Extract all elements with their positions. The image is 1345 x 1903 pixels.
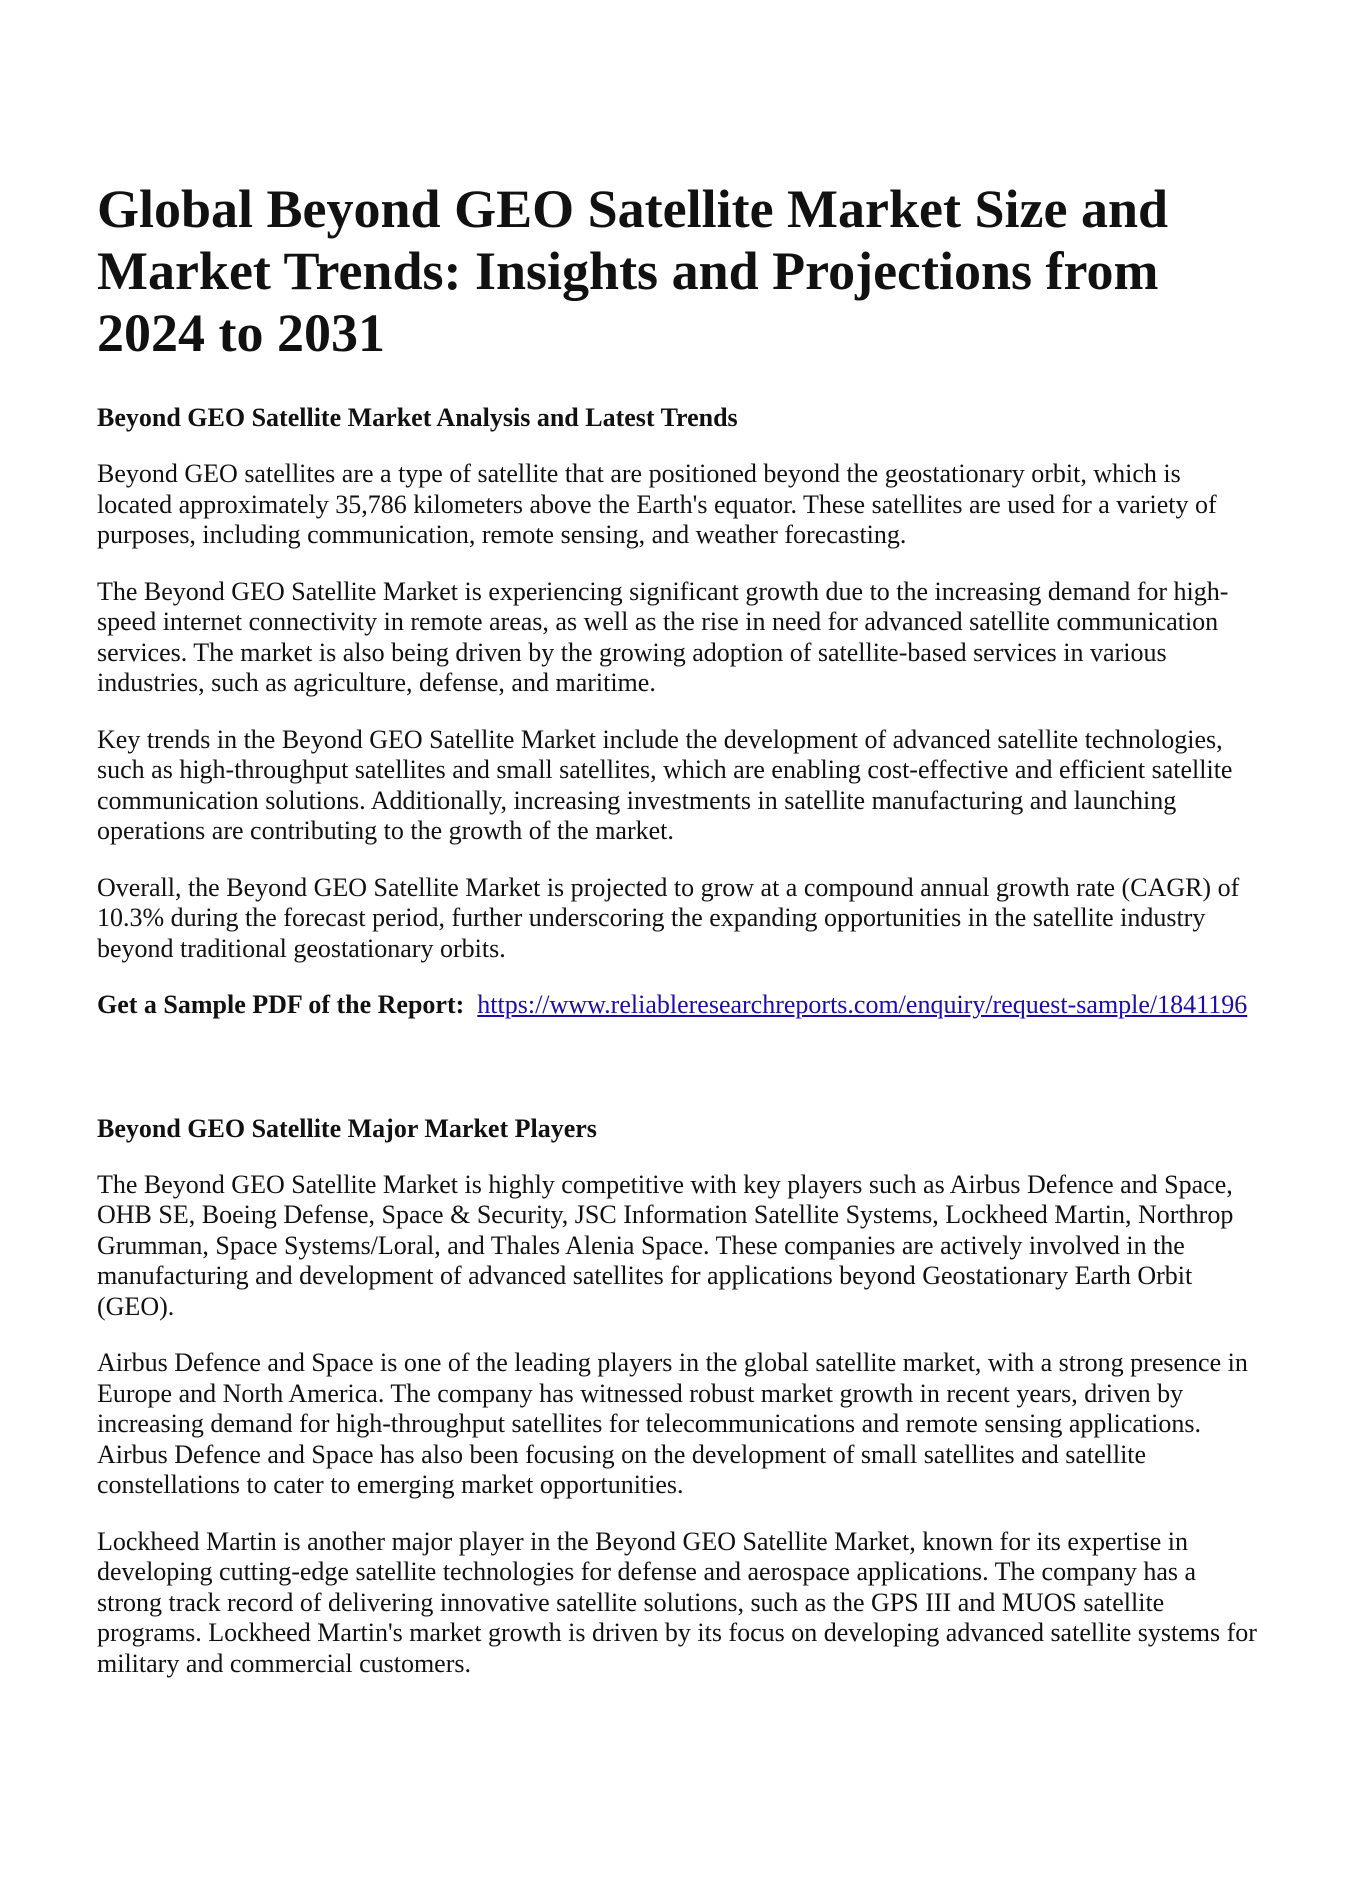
section-spacer (97, 1021, 1257, 1113)
paragraph: Key trends in the Beyond GEO Satellite Market include the development of advanced satellite technologies, such as high-throughput satellites and small satellites, which are enabling cost-effective and efficient satellite communication solutions. Additionally, increasing investments in satellite manufacturing and launching operations are contributing to the growth of the market. (97, 724, 1233, 845)
section-heading-players: Beyond GEO Satellite Major Market Players (97, 1113, 597, 1143)
paragraph: The Beyond GEO Satellite Market is experiencing significant growth due to the increasing demand for high-speed internet connectivity in remote areas, as well as the rise in need for advanced satellite communication services. The market is also being driven by the growing adoption of satellite-based services in various industries, such as agriculture, defense, and maritime. (97, 576, 1229, 697)
sample-pdf-link[interactable]: https://www.reliableresearchreports.com/enquiry/request-sample/1841196 (477, 990, 1248, 1019)
paragraph: Lockheed Martin is another major player in the Beyond GEO Satellite Market, known for its expertise in developing cutting-edge satellite technologies for defense and aerospace applications. The company has a strong track record of delivering innovative satellite solutions, such as the GPS III and MUOS satellite programs. Lockheed Martin's market growth is driven by its focus on developing advanced satellite systems for military and commercial customers. (97, 1526, 1257, 1678)
page-title: Global Beyond GEO Satellite Market Size and Market Trends: Insights and Projections from 2024 to 2031 (97, 179, 1169, 363)
paragraph: Beyond GEO satellites are a type of satellite that are positioned beyond the geostationary orbit, which is located approximately 35,786 kilometers above the Earth's equator. These satellites are used for a variety of purposes, including communication, remote sensing, and weather forecasting. (97, 459, 1217, 549)
sample-pdf-label: Get a Sample PDF of the Report: (97, 990, 465, 1019)
document-page (97, 178, 1257, 1705)
paragraph: Airbus Defence and Space is one of the leading players in the global satellite market, with a strong presence in Europe and North America. The company has witnessed robust market growth in recent years, driven by increasing demand for high-throughput satellites for telecommunications and remote sensing applications. Airbus Defence and Space has also been focusing on the development of small satellites and satellite constellations to cater to emerging market opportunities. (97, 1348, 1248, 1499)
paragraph: Overall, the Beyond GEO Satellite Market is projected to grow at a compound annual growth rate (CAGR) of 10.3% during the forecast period, further underscoring the expanding opportunities in the satellite industry beyond traditional geostationary orbits. (97, 872, 1240, 963)
paragraph: The Beyond GEO Satellite Market is highly competitive with key players such as Airbus Defence and Space, OHB SE, Boeing Defense, Space & Security, JSC Information Satellite Systems, Lockheed Martin, Northrop Grumman, Space Systems/Loral, and Thales Alenia Space. These companies are actively involved in the manufacturing and development of advanced satellites for applications beyond Geostationary Earth Orbit (GEO). (97, 1169, 1234, 1321)
section-heading-analysis: Beyond GEO Satellite Market Analysis and Latest Trends (97, 403, 738, 432)
sample-pdf-callout (97, 990, 1257, 1021)
